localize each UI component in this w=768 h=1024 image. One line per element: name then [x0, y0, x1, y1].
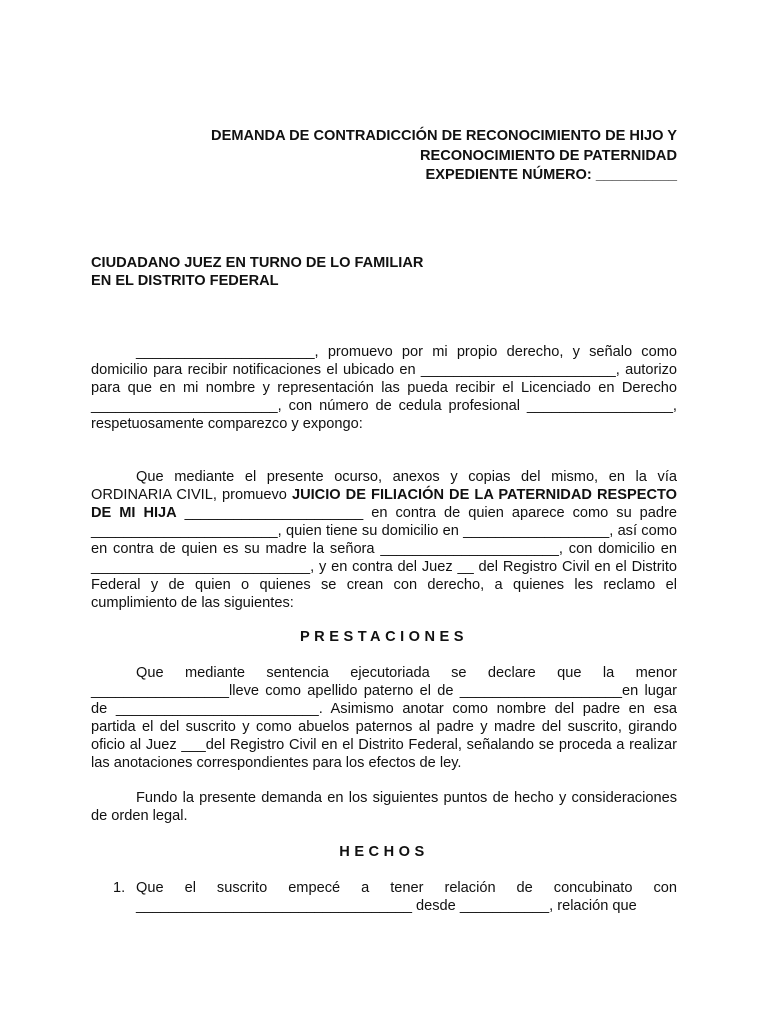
claim-paragraph [91, 468, 677, 612]
prestaciones-heading: PRESTACIONES [299, 629, 469, 645]
claim-text-part-1: Que mediante el presente ocurso, anexos y copias del mismo, en la vía ORDINARIA CIVIL, promuevo [91, 469, 677, 503]
expediente-number: EXPEDIENTE NÚMERO: __________ [425, 167, 677, 183]
addressee-line-1: CIUDADANO JUEZ EN TURNO DE LO FAMILIAR [91, 255, 424, 271]
document-title-line-1: DEMANDA DE CONTRADICCIÓN DE RECONOCIMIENTO DE HIJO Y [211, 128, 677, 144]
list-item-number: 1. [113, 880, 126, 896]
list-item-text: Que el suscrito empecé a tener relación de concubinato con __________________________________ desde ___________, relación que [136, 880, 677, 914]
prestaciones-paragraph: Que mediante sentencia ejecutoriada se declare que la menor _________________lleve como apellido paterno el de ____________________en lugar de _________________________. Asimismo anotar como nombre del padre en esa partida el del suscrito y como abuelos paternos al padre y madre del suscrito, girando oficio al Juez ___del Registro Civil en el Distrito Federal, señalando se proceda a realizar las anotaciones correspondientes para los efectos de ley. [91, 665, 677, 771]
claim-text-part-2: ______________________ en contra de quien aparece como su padre _______________________, quien tiene su domicilio en __________________, así como en contra de quien es su madre la señora ______________________, con domicilio en ___________________________, y en contra del Juez __ del Registro Civil en el Distrito Federal y de quien o quienes se crean con derecho, a quienes les reclamo el cumplimiento de las siguientes: [91, 505, 677, 611]
addressee-line-2: EN EL DISTRITO FEDERAL [91, 273, 279, 289]
document-title-line-2: RECONOCIMIENTO DE PATERNIDAD [419, 148, 677, 164]
fundamento-paragraph: Fundo la presente demanda en los siguientes puntos de hecho y consideraciones de orden legal. [91, 790, 677, 824]
hechos-heading: HECHOS [339, 844, 429, 860]
claim-text-bold: JUICIO DE FILIACIÓN DE LA PATERNIDAD RESPECTO DE MI HIJA [91, 487, 677, 521]
list-item [91, 879, 677, 915]
intro-paragraph: ______________________, promuevo por mi propio derecho, y señalo como domicilio para recibir notificaciones el ubicado en ________________________, autorizo para que en mi nombre y representación las pueda recibir el Licenciado en Derecho _______________________, con número de cedula profesional __________________, respetuosamente comparezco y expongo: [91, 344, 677, 432]
